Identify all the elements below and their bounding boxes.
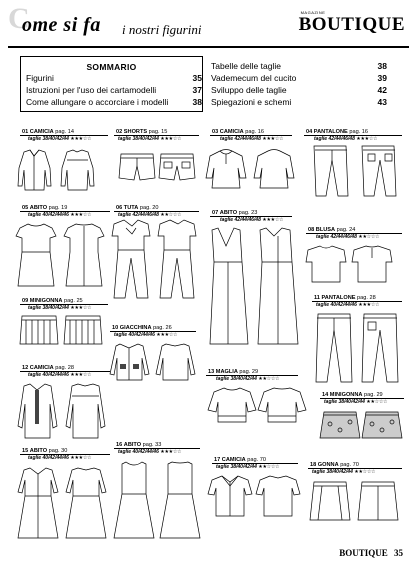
sommario-title: SOMMARIO: [86, 62, 137, 72]
item-label: Tabelle delle taglie: [211, 61, 281, 71]
sommario-item[interactable]: [211, 61, 387, 72]
figure-rule: [210, 216, 292, 217]
figure-07-label[interactable]: 07 ABITO pag. 23 taglie 42/44/46/48 ★★★☆☆: [212, 210, 284, 223]
figure-rule: [20, 304, 108, 305]
figure-17-label[interactable]: 17 CAMICIA pag. 70 taglie 38/40/42/44 ★★☆☆☆: [214, 457, 280, 470]
sommario-item[interactable]: [26, 97, 202, 108]
figure-rule: [304, 135, 402, 136]
drawing-15-abito: [16, 466, 110, 542]
drawing-11-pantalone: [314, 312, 404, 386]
figure-03-label[interactable]: 03 CAMICIA pag. 16 taglie 42/44/46/48 ★★★☆☆: [212, 129, 284, 142]
title-initial: C: [8, 2, 31, 35]
item-label: Spiegazioni e schemi: [211, 97, 292, 107]
item-page: 39: [377, 73, 387, 83]
drawing-01-camicia: [16, 148, 106, 192]
sommario-item[interactable]: [211, 73, 387, 84]
footer-brand: BOUTIQUE: [339, 548, 388, 558]
drawing-10-giacchina: [108, 342, 198, 382]
figure-rule: [20, 211, 110, 212]
drawing-02-shorts: [118, 152, 198, 188]
drawing-06-tuta: [112, 218, 204, 300]
figure-rule: [20, 371, 110, 372]
logo-text: BOUTIQUE: [298, 14, 405, 35]
page-number: 35: [394, 548, 403, 558]
figure-rule: [320, 398, 404, 399]
header-divider: [8, 46, 409, 48]
drawing-17-camicia: [208, 474, 300, 520]
figure-06-label[interactable]: 06 TUTA pag. 20 taglie 42/44/46/48 ★★☆☆☆: [116, 205, 182, 218]
page-footer: [339, 548, 403, 558]
figure-16-label[interactable]: 16 ABITO pag. 33 taglie 40/42/44/46 ★★★☆☆: [116, 442, 182, 455]
sommario-item[interactable]: [26, 73, 202, 84]
figure-11-label[interactable]: 11 PANTALONE pag. 28 taglie 40/42/44/46 ★★★☆☆: [314, 295, 380, 308]
figure-rule: [210, 135, 292, 136]
title-text: ome si fa: [22, 14, 101, 36]
sommario-item[interactable]: [211, 97, 387, 108]
drawing-13-maglia: [210, 386, 310, 428]
logo-tag: MAGAZINE: [300, 10, 326, 15]
figure-rule: [308, 468, 402, 469]
drawing-14-minigonna: [320, 410, 404, 442]
figure-12-label[interactable]: 12 CAMICIA pag. 28 taglie 40/42/44/46 ★★★☆☆: [22, 365, 92, 378]
figure-13-label[interactable]: 13 MAGLIA pag. 29 taglie 38/40/42/44 ★★☆☆☆: [208, 369, 280, 382]
item-label: Vademecum del cucito: [211, 73, 297, 83]
figure-rule: [20, 135, 108, 136]
sommario-item[interactable]: [211, 85, 387, 96]
figure-rule: [114, 135, 199, 136]
drawing-07-abito: [208, 226, 300, 348]
drawing-12-camicia: [16, 382, 110, 440]
drawing-16-abito: [114, 460, 204, 542]
page-subtitle: i nostri figurini: [122, 22, 202, 37]
item-label: Istruzioni per l'uso dei cartamodelli: [26, 85, 157, 95]
figure-rule: [114, 448, 200, 449]
figure-09-label[interactable]: 09 MINIGONNA pag. 25 taglie 38/40/42/44 ★★★☆☆: [22, 298, 92, 311]
figure-14-label[interactable]: 14 MINIGONNA pag. 29 taglie 38/40/42/44 ★★☆☆☆: [322, 392, 388, 405]
figure-02-label[interactable]: 02 SHORTS pag. 15 taglie 38/40/42/44 ★★★☆☆: [116, 129, 182, 142]
brand-logo: [299, 10, 405, 36]
figure-05-label[interactable]: 05 ABITO pag. 19 taglie 40/42/44/46 ★★★☆☆: [22, 205, 92, 218]
figure-rule: [20, 454, 110, 455]
item-page: 37: [192, 85, 202, 95]
figure-01-label[interactable]: 01 CAMICIA pag. 14 taglie 38/40/42/44 ★★★☆☆: [22, 129, 92, 142]
figure-rule: [212, 463, 298, 464]
figure-rule: [110, 331, 196, 332]
drawing-18-gonna: [308, 480, 402, 524]
item-page: 35: [192, 73, 202, 83]
page-title: [8, 2, 101, 37]
figure-08-label[interactable]: 08 BLUSA pag. 24 taglie 42/44/46/48 ★★☆☆☆: [308, 227, 380, 240]
figure-15-label[interactable]: 15 ABITO pag. 30 taglie 40/42/44/46 ★★★☆☆: [22, 448, 92, 461]
figure-rule: [206, 375, 298, 376]
drawing-08-blusa: [308, 244, 400, 286]
item-page: 42: [377, 85, 387, 95]
drawing-03-camicia: [206, 148, 298, 192]
item-label: Sviluppo delle taglie: [211, 85, 287, 95]
drawing-04-pantalone: [312, 144, 404, 198]
item-page: 38: [192, 97, 202, 107]
item-label: Come allungare o accorciare i modelli: [26, 97, 169, 107]
figure-10-label[interactable]: 10 GIACCHINA pag. 26 taglie 40/42/44/46 ★★★☆☆: [112, 325, 178, 338]
figure-18-label[interactable]: 18 GONNA pag. 70 taglie 38/40/42/44 ★★☆☆☆: [310, 462, 376, 475]
figure-04-label[interactable]: 04 PANTALONE pag. 16 taglie 42/44/46/48 ★★★☆☆: [306, 129, 378, 142]
drawing-09-minigonna: [18, 314, 104, 348]
item-page: 38: [377, 61, 387, 71]
item-page: 43: [377, 97, 387, 107]
sommario-item[interactable]: [26, 85, 202, 96]
figure-rule: [114, 211, 199, 212]
drawing-05-abito: [14, 222, 110, 290]
item-label: Figurini: [26, 73, 54, 83]
figure-rule: [312, 301, 402, 302]
figure-rule: [306, 233, 402, 234]
